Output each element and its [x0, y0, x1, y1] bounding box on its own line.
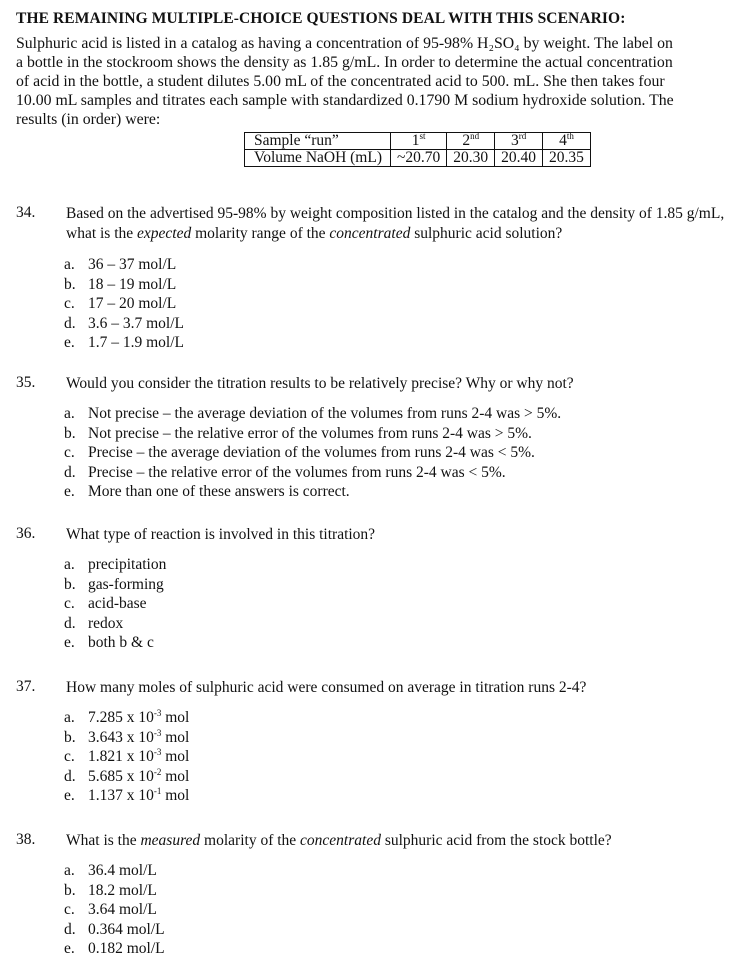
- row-label-cell: Volume NaOH (mL): [245, 150, 391, 167]
- header-cell-run-2: 2nd: [447, 133, 495, 150]
- table-header-row: [245, 133, 591, 150]
- option-c[interactable]: c. 3.64 mol/L: [64, 901, 157, 918]
- section-heading: THE REMAINING MULTIPLE-CHOICE QUESTIONS DEAL WITH THIS SCENARIO:: [16, 10, 626, 27]
- worksheet-page: [14, 10, 729, 957]
- scenario-line: 10.00 mL samples and titrates each sample with standardized 0.1790 M sodium hydroxide solution. The: [16, 92, 674, 109]
- header-cell-run-4: 4th: [543, 133, 591, 150]
- question-text: Based on the advertised 95-98% by weight composition listed in the catalog and the density of 1.85 g/mL, what is the expected molarity range of the concentrated sulphuric acid solution?: [66, 205, 725, 242]
- option-e[interactable]: e. 1.137 x $10^{-1}$ mol: [64, 786, 190, 804]
- option-b[interactable]: b. 18 – 19 mol/L: [64, 275, 177, 293]
- option-c[interactable]: c. acid-base: [64, 595, 147, 612]
- scenario-line: a bottle in the stockroom shows the density as 1.85 g/mL. In order to determine the actual concentration: [16, 54, 673, 71]
- option-a[interactable]: a. precipitation: [64, 556, 167, 573]
- header-cell-label: Sample “run”: [245, 133, 391, 150]
- option-e[interactable]: e. 1.7 – 1.9 mol/L: [64, 334, 185, 351]
- volume-cell-run-4: 20.35: [543, 150, 591, 167]
- answer-options: [64, 861, 165, 959]
- question-number: 38.: [16, 831, 36, 848]
- volume-cell-run-3: 20.40: [495, 150, 543, 167]
- option-a[interactable]: a. 36 – 37 mol/L: [64, 256, 177, 273]
- question-number: 34.: [16, 204, 36, 221]
- table-volume-row: [245, 150, 591, 167]
- scenario-line: Sulphuric acid is listed in a catalog as having a concentration of 95-98% H₂SO₄ by weight. The label on: [16, 35, 673, 52]
- option-a[interactable]: a. Not precise – the average deviation of the volumes from runs 2-4 was > 5%.: [64, 405, 562, 422]
- answer-options: [64, 708, 189, 806]
- option-c[interactable]: c. 1.821 x $10^{-3}$ mol: [64, 747, 190, 765]
- option-b[interactable]: b. gas-forming: [64, 575, 164, 593]
- question-text: What type of reaction is involved in this titration?: [66, 526, 376, 543]
- option-c[interactable]: c. Precise – the average deviation of the volumes from runs 2-4 was < 5%.: [64, 444, 535, 461]
- option-d[interactable]: d. Precise – the relative error of the volumes from runs 2-4 was < 5%.: [64, 463, 506, 481]
- option-d[interactable]: d. redox: [64, 614, 124, 632]
- answer-options: [64, 404, 561, 502]
- option-b[interactable]: b. 18.2 mol/L: [64, 881, 157, 899]
- answer-options: [64, 555, 166, 653]
- option-d[interactable]: d. 3.6 – 3.7 mol/L: [64, 314, 185, 332]
- scenario-line: results (in order) were:: [16, 111, 161, 128]
- option-b[interactable]: b. 3.643 x $10^{-3}$ mol: [64, 727, 190, 746]
- header-cell-run-1: 1st: [391, 133, 447, 150]
- question-number: 36.: [16, 525, 36, 542]
- titration-results-table: [244, 132, 591, 167]
- option-b[interactable]: b. Not precise – the relative error of the volumes from runs 2-4 was > 5%.: [64, 424, 532, 442]
- question-text: How many moles of sulphuric acid were consumed on average in titration runs 2-4?: [66, 679, 587, 696]
- scenario-paragraph: [16, 34, 729, 129]
- option-e[interactable]: e. More than one of these answers is correct.: [64, 483, 350, 500]
- question-text: Would you consider the titration results to be relatively precise? Why or why not?: [66, 375, 574, 392]
- option-d[interactable]: d. 0.364 mol/L: [64, 920, 165, 938]
- question-number: 37.: [16, 678, 36, 695]
- volume-cell-run-2: 20.30: [447, 150, 495, 167]
- question-number: 35.: [16, 374, 36, 391]
- volume-cell-run-1: ~20.70: [391, 150, 447, 167]
- option-a[interactable]: a. 7.285 x $10^{-3}$ mol: [64, 708, 190, 726]
- option-a[interactable]: a. 36.4 mol/L: [64, 862, 157, 879]
- question-text: What is the measured molarity of the concentrated sulphuric acid from the stock bottle?: [66, 832, 612, 849]
- header-cell-run-3: 3rd: [495, 133, 543, 150]
- option-e[interactable]: e. 0.182 mol/L: [64, 940, 165, 957]
- scenario-line: of acid in the bottle, a student dilutes 5.00 mL of the concentrated acid to 500. mL. She then takes four: [16, 73, 665, 90]
- answer-options: [64, 255, 184, 353]
- option-d[interactable]: d. 5.685 x $10^{-2}$ mol: [64, 766, 190, 785]
- option-c[interactable]: c. 17 – 20 mol/L: [64, 295, 177, 312]
- option-e[interactable]: e. both b & c: [64, 634, 154, 651]
